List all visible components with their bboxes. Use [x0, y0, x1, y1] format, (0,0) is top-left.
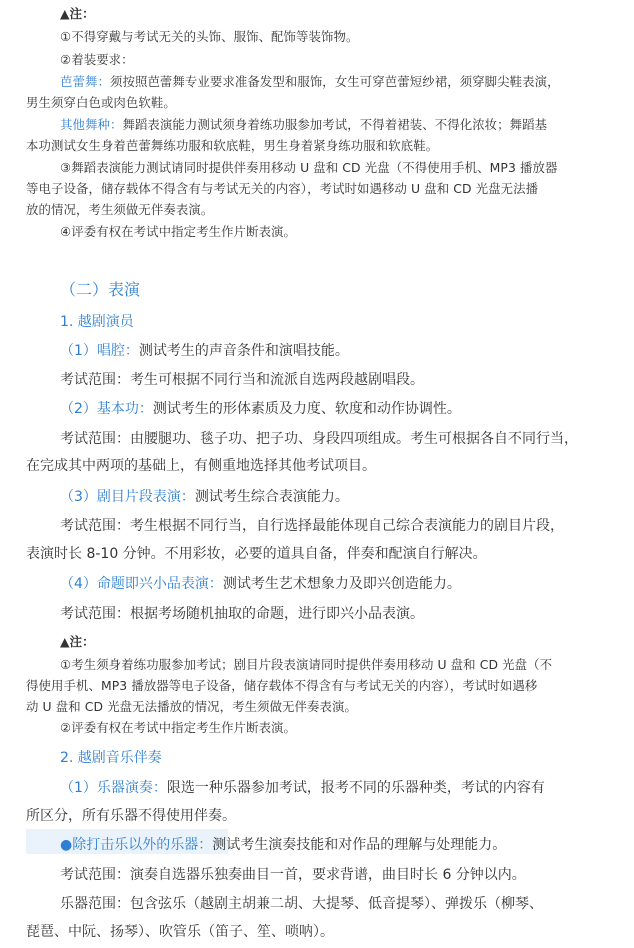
scope-text: 考试范围：考生可根据不同行当和流派自选两段越剧唱段。 [60, 372, 424, 388]
note-text: 得使用手机、MP3 播放器等电子设备，储存载体不得含有与考试无关的内容），考试时如遇移 [26, 678, 538, 693]
subsection-title: 1. 越剧演员 [60, 314, 134, 330]
note-item: ④评委有权在考试中指定考生作片断表演。 [60, 224, 297, 239]
note-text: 动 U 盘和 CD 光盘无法播放的情况，考生须做无伴奏表演。 [26, 699, 358, 714]
note-other-line [60, 115, 547, 133]
subsection-title: 2. 越剧音乐伴奏 [60, 750, 162, 766]
note-item: ①考生须身着练功服参加考试；剧目片段表演请同时提供伴奏用移动 U 盘和 CD 光盘（不 [60, 657, 553, 672]
scope-text: 考试范围：根据考场随机抽取的命题，进行即兴小品表演。 [60, 606, 424, 622]
note-item: ②着装要求： [60, 52, 134, 67]
item-desc: 测试考生的声音条件和演唱技能。 [138, 343, 349, 359]
item-desc: 测试考生的形体素质及力度、软度和动作协调性。 [152, 401, 461, 417]
item-desc: 测试考生演奏技能和对作品的理解与处理能力。 [212, 837, 507, 853]
note-text: 等电子设备，储存载体不得含有与考试无关的内容），考试时如遇移动 U 盘和 CD 光盘无法播 [26, 181, 539, 196]
item-desc: 测试考生艺术想象力及即兴创造能力。 [222, 576, 461, 592]
item-singing [60, 340, 349, 360]
item-desc: 测试考生综合表演能力。 [194, 489, 349, 505]
ballet-label: 芭蕾舞： [60, 74, 110, 89]
item-instrument [60, 777, 545, 797]
item-desc-cont: 所区分，所有乐器不得使用伴奏。 [26, 808, 236, 824]
note-marker: ▲注： [60, 634, 95, 649]
scope-text: 考试范围：由腰腿功、毯子功、把子功、身段四项组成。考生可根据各自不同行当， [60, 431, 578, 447]
scope-text: 表演时长 8-10 分钟。不用彩妆，必要的道具自备，伴奏和配演自行解决。 [26, 546, 487, 562]
section-title: （二）表演 [60, 280, 141, 299]
scope-text: 考试范围：演奏自选器乐独奏曲目一首，要求背谱，曲目时长 6 分钟以内。 [60, 867, 526, 883]
note-item: ①不得穿戴与考试无关的头饰、服饰、配饰等装饰物。 [60, 29, 359, 44]
scope-text: 乐器范围：包含弦乐（越剧主胡兼二胡、大提琴、低音提琴）、弹拨乐（柳琴、 [60, 896, 543, 912]
note-item: ②评委有权在考试中指定考生作片断表演。 [60, 720, 297, 735]
note-marker: ▲注： [60, 6, 95, 21]
note-text: 本功测试女生身着芭蕾舞练功服和软底鞋，男生身着紧身练功服和软底鞋。 [26, 138, 439, 153]
item-basic [60, 398, 461, 418]
note-ballet-line [60, 72, 560, 90]
other-text: 舞蹈表演能力测试须身着练功服参加考试，不得着裙装、不得化浓妆；舞蹈基 [122, 117, 548, 132]
item-impromptu [60, 573, 461, 593]
other-label: 其他舞种： [60, 117, 123, 132]
item-label: ●除打击乐以外的乐器： [60, 837, 213, 853]
item-nonpercussion [60, 834, 506, 854]
item-label: （1）唱腔： [60, 343, 139, 359]
note-item: ③舞蹈表演能力测试请同时提供伴奏用移动 U 盘和 CD 光盘（不得使用手机、MP3 播放器 [60, 160, 558, 175]
item-label: （3）剧目片段表演： [60, 489, 195, 505]
item-excerpt [60, 486, 349, 506]
note-text: 男生须穿白色或肉色软鞋。 [26, 95, 176, 110]
note-text: 放的情况，考生须做无伴奏表演。 [26, 202, 214, 217]
item-desc: 限选一种乐器参加考试，报考不同的乐器种类，考试的内容有 [166, 780, 545, 796]
scope-text: 考试范围：考生根据不同行当，自行选择最能体现自己综合表演能力的剧目片段， [60, 518, 564, 534]
scope-text: 琵琶、中阮、扬琴）、吹管乐（笛子、笙、唢呐）。 [26, 924, 334, 940]
item-label: （1）乐器演奏： [60, 780, 167, 796]
item-label: （4）命题即兴小品表演： [60, 576, 223, 592]
scope-text: 在完成其中两项的基础上，有侧重地选择其他考试项目。 [26, 458, 376, 474]
ballet-text: 须按照芭蕾舞专业要求准备发型和服饰，女生可穿芭蕾短纱裙，须穿脚尖鞋表演， [109, 74, 560, 89]
item-label: （2）基本功： [60, 401, 153, 417]
